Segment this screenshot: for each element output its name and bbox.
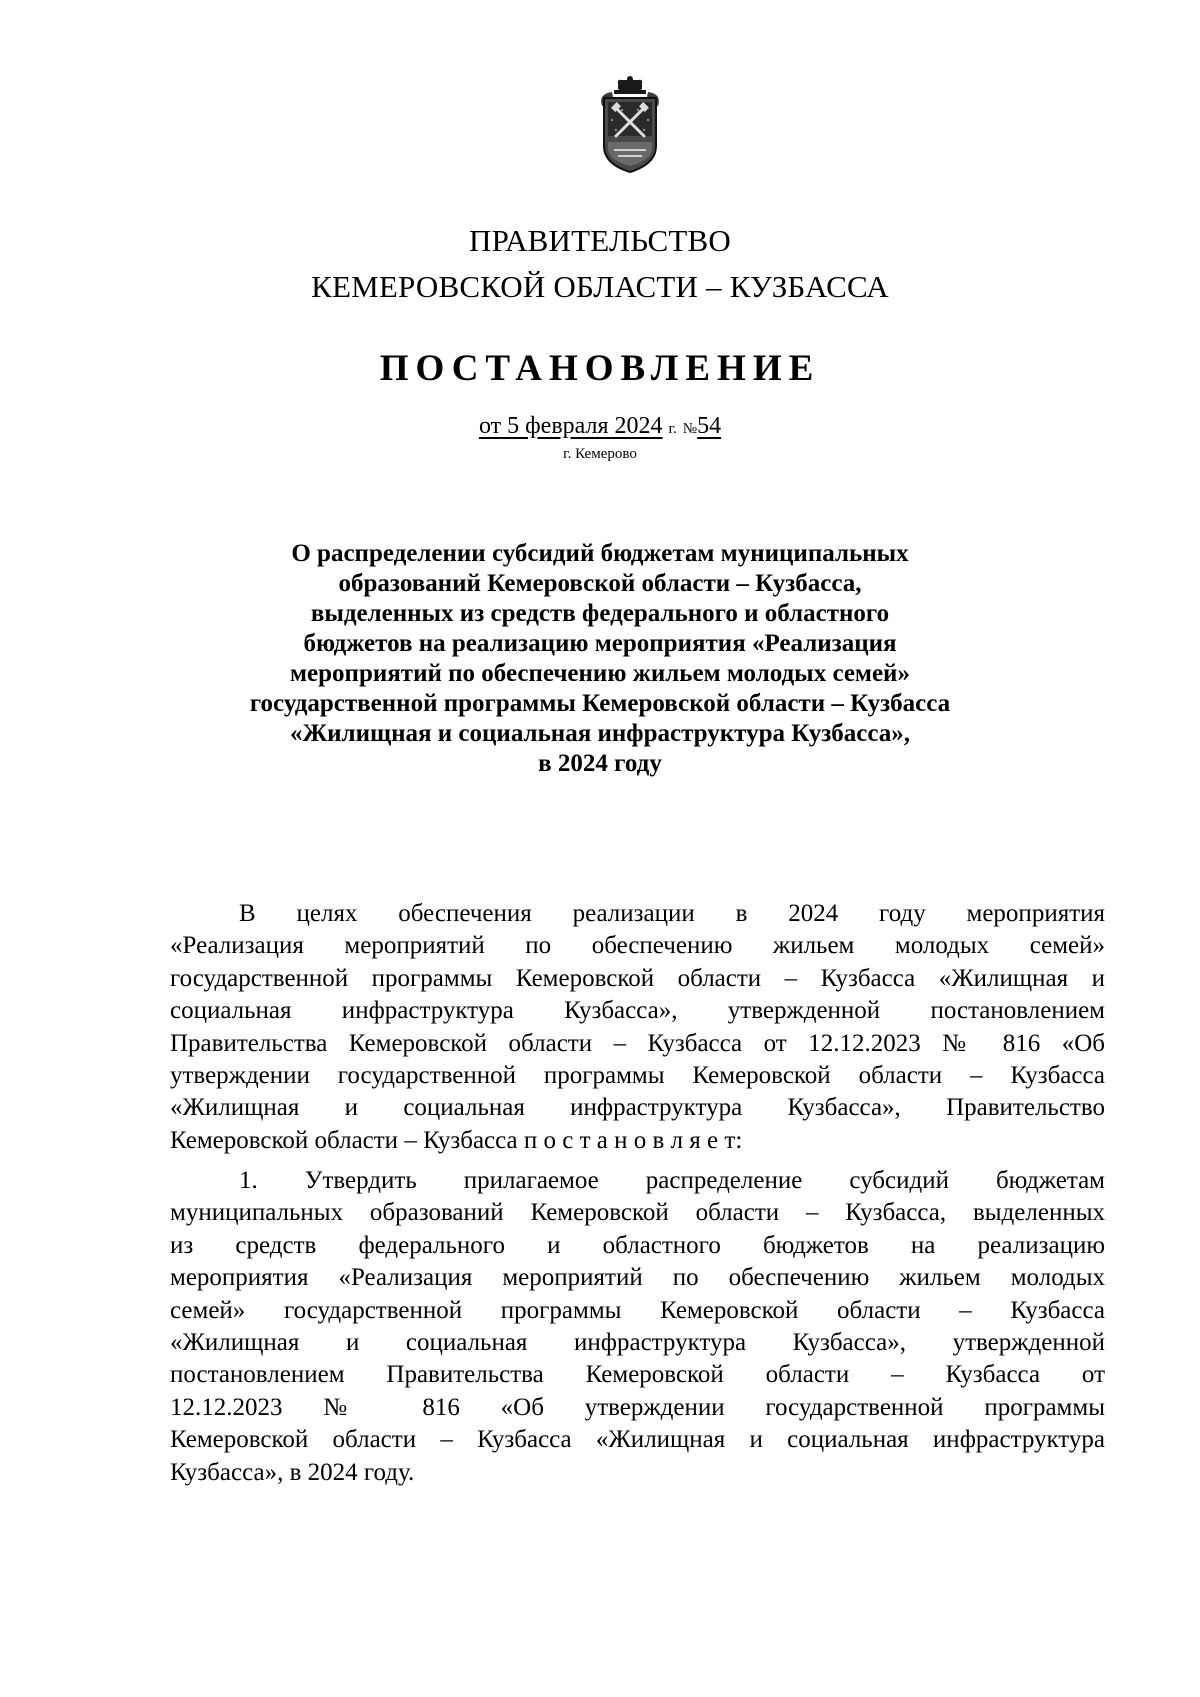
paragraph-line: мероприятия «Реализация мероприятий по обеспечению жильем молодых bbox=[170, 1264, 1105, 1292]
paragraph-line: 1. Утвердить прилагаемое распределение субсидий бюджетам bbox=[239, 1167, 1105, 1194]
coat-of-arms-emblem bbox=[594, 76, 666, 176]
organization-name-line1: ПРАВИТЕЛЬСТВО bbox=[469, 223, 731, 258]
document-title bbox=[0, 539, 1200, 779]
organization-name-line2: КЕМЕРОВСКОЙ ОБЛАСТИ – КУЗБАССА bbox=[311, 269, 889, 304]
year-suffix: г. bbox=[668, 421, 677, 437]
document-date-number bbox=[0, 413, 1200, 440]
paragraph-line: «Жилищная и социальная инфраструктура Кузбасса», утвержденной bbox=[170, 1328, 1105, 1356]
paragraph-line: из средств федерального и областного бюджетов на реализацию bbox=[170, 1231, 1105, 1259]
paragraph-line: социальная инфраструктура Кузбасса», утвержденной постановлением bbox=[170, 997, 1105, 1025]
number-sign: № bbox=[682, 421, 698, 437]
paragraph-line: утверждении государственной программы Кемеровской области – Кузбасса bbox=[170, 1061, 1105, 1089]
paragraph-line: В целях обеспечения реализации в 2024 году мероприятия bbox=[239, 900, 1105, 927]
title-line: мероприятий по обеспечению жильем молодых семей» bbox=[290, 660, 910, 687]
title-line: бюджетов на реализацию мероприятия «Реализация bbox=[303, 630, 897, 657]
paragraph-line: «Реализация мероприятий по обеспечению жильем молодых семей» bbox=[170, 932, 1105, 960]
title-line: О распределении субсидий бюджетам муниципальных bbox=[291, 540, 909, 567]
paragraph-line: семей» государственной программы Кемеровской области – Кузбасса bbox=[170, 1296, 1105, 1324]
paragraph-line: 12.12.2023 № 816 «Об утверждении государственной программы bbox=[170, 1393, 1105, 1421]
paragraph-line: Кемеровской области – Кузбасса п о с т а н о в л я е т: bbox=[170, 1126, 743, 1154]
paragraph-line: муниципальных образований Кемеровской области – Кузбасса, выделенных bbox=[170, 1199, 1105, 1227]
preamble-paragraph bbox=[170, 898, 1105, 1157]
paragraph-line: «Жилищная и социальная инфраструктура Кузбасса», Правительство bbox=[170, 1094, 1105, 1122]
paragraph-line: Кузбасса», в 2024 году. bbox=[170, 1458, 415, 1486]
title-line: «Жилищная и социальная инфраструктура Кузбасса», bbox=[289, 720, 911, 747]
title-line: выделенных из средств федерального и областного bbox=[310, 600, 890, 627]
title-line: государственной программы Кемеровской области – Кузбасса bbox=[249, 690, 951, 717]
clause-1-paragraph bbox=[170, 1165, 1105, 1489]
paragraph-line: Кемеровской области – Кузбасса «Жилищная и социальная инфраструктура bbox=[170, 1426, 1105, 1454]
document-date: от 5 февраля 2024 bbox=[478, 413, 663, 439]
paragraph-line: государственной программы Кемеровской области – Кузбасса «Жилищная и bbox=[170, 964, 1105, 992]
document-type-heading: ПОСТАНОВЛЕНИЕ bbox=[379, 348, 821, 389]
paragraph-line: Правительства Кемеровской области – Кузбасса от 12.12.2023 № 816 «Об bbox=[170, 1029, 1105, 1057]
title-line: в 2024 году bbox=[538, 750, 662, 777]
document-number: 54 bbox=[697, 413, 722, 439]
title-line: образований Кемеровской области – Кузбасса, bbox=[338, 570, 862, 597]
document-city: г. Кемерово bbox=[563, 446, 637, 462]
paragraph-line: постановлением Правительства Кемеровской области – Кузбасса от bbox=[170, 1361, 1105, 1389]
